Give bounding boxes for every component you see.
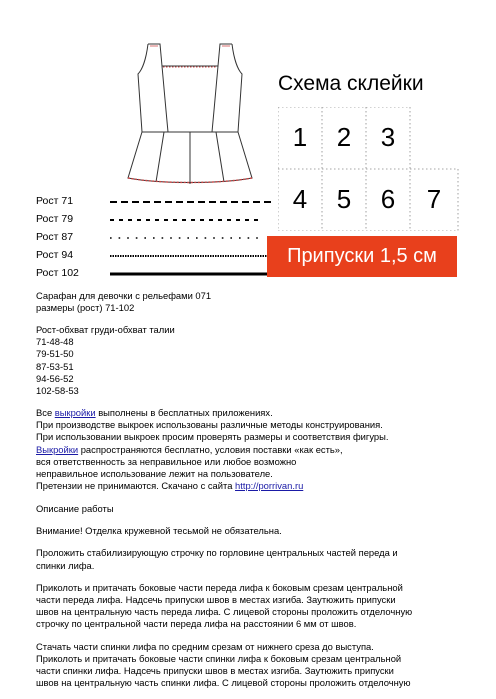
size-row-71 — [36, 192, 246, 210]
size-label: Рост 79 — [36, 213, 74, 225]
work-line: швов на центральную часть спинки лифа. С лицевой стороны проложить отделочную — [36, 677, 411, 689]
size-label: Рост 102 — [36, 267, 79, 279]
disclaimer-line: неправильное использование лежит на пользователе. — [36, 468, 273, 480]
site-link[interactable]: http://porrivan.ru — [235, 480, 304, 492]
size-row-102 — [36, 264, 246, 282]
work-line: спинки лифа. — [36, 559, 95, 571]
measurement-row: 102-58-53 — [36, 385, 79, 397]
size-row-87 — [36, 228, 246, 246]
size-row-79 — [36, 210, 246, 228]
work-line: части спинки лифа. Надсечь припуски швов в местах изгиба. Заутюжить припуски — [36, 665, 394, 677]
scheme-cell-3: 3 — [380, 122, 396, 152]
scheme-title: Схема склейки — [278, 72, 424, 95]
scheme-cell-1: 1 — [292, 122, 308, 152]
scheme-cell-7: 7 — [426, 184, 442, 214]
disclaimer-line: При использовании выкроек просим проверять размеры и соответствия фигуры. — [36, 431, 389, 443]
work-line: части переда лифа. Надсечь припуски швов в местах изгиба. Заутюжить припуски — [36, 594, 396, 606]
disclaimer-line: Выкройки распространяются бесплатно, условия поставки «как есть», — [36, 443, 343, 455]
work-line: швов на центральную часть переда лифа. С лицевой стороны проложить отделочную — [36, 606, 413, 618]
scheme-cell-2: 2 — [336, 122, 352, 152]
patterns-link-2[interactable]: Выкройки — [36, 443, 79, 455]
size-label: Рост 87 — [36, 231, 74, 243]
disclaimer-line: Все выкройки выполнены в бесплатных приложениях. — [36, 407, 273, 418]
size-label: Рост 94 — [36, 249, 74, 261]
measurements-header: Рост-обхват груди-обхват талии — [36, 324, 175, 335]
work-line: Приколоть и притачать боковые части переда лифа к боковым срезам центральной — [36, 581, 403, 593]
work-line: Стачать части спинки лифа по средним срезам от нижнего среза до выступа. — [36, 640, 374, 652]
work-heading: Описание работы — [36, 503, 114, 514]
product-info — [36, 290, 476, 314]
line-sample-dash-short — [110, 218, 280, 222]
measurement-row: 71-48-48 — [36, 336, 74, 348]
work-line: Проложить стабилизирующую строчку по горловине центральных частей переда и — [36, 547, 398, 559]
measurement-row: 94-56-52 — [36, 372, 74, 384]
work-line: Приколоть и притачать боковые части спинки лифа к боковым срезам центральной — [36, 652, 402, 664]
disclaimer — [36, 407, 476, 492]
scheme-cell-5: 5 — [336, 184, 352, 214]
scheme-cell-4: 4 — [292, 184, 308, 214]
work-line: строчку по центральной части переда лифа на расстоянии 6 мм от швов. — [36, 618, 357, 630]
line-sample-dots — [110, 236, 280, 240]
size-label: Рост 71 — [36, 195, 74, 207]
dress-illustration — [120, 40, 260, 188]
seam-allowance-banner: Припуски 1,5 см — [267, 236, 457, 277]
patterns-link[interactable]: выкройки — [54, 407, 96, 418]
product-title: Сарафан для девочки с рельефами 071 — [36, 290, 212, 301]
line-sample-dot-dense — [110, 254, 280, 258]
line-sample-dash-long — [110, 200, 280, 204]
disclaimer-line: Претензии не принимаются. Скачано с сайта http://porrivan.ru — [36, 480, 304, 492]
size-row-94 — [36, 246, 246, 264]
product-sizes: размеры (рост) 71-102 — [36, 302, 135, 314]
disclaimer-line: При производстве выкроек использованы различные методы конструирования. — [36, 419, 383, 431]
measurement-row: 79-51-50 — [36, 348, 74, 360]
disclaimer-line: вся ответственность за неправильное или любое возможно — [36, 455, 297, 467]
measurements — [36, 324, 476, 397]
work-description — [36, 503, 476, 689]
scheme-cell-6: 6 — [380, 184, 396, 214]
size-legend — [36, 192, 246, 282]
line-sample-solid — [110, 272, 280, 276]
measurement-row: 87-53-51 — [36, 360, 74, 372]
work-attention: Внимание! Отделка кружевной тесьмой не обязательна. — [36, 525, 282, 537]
